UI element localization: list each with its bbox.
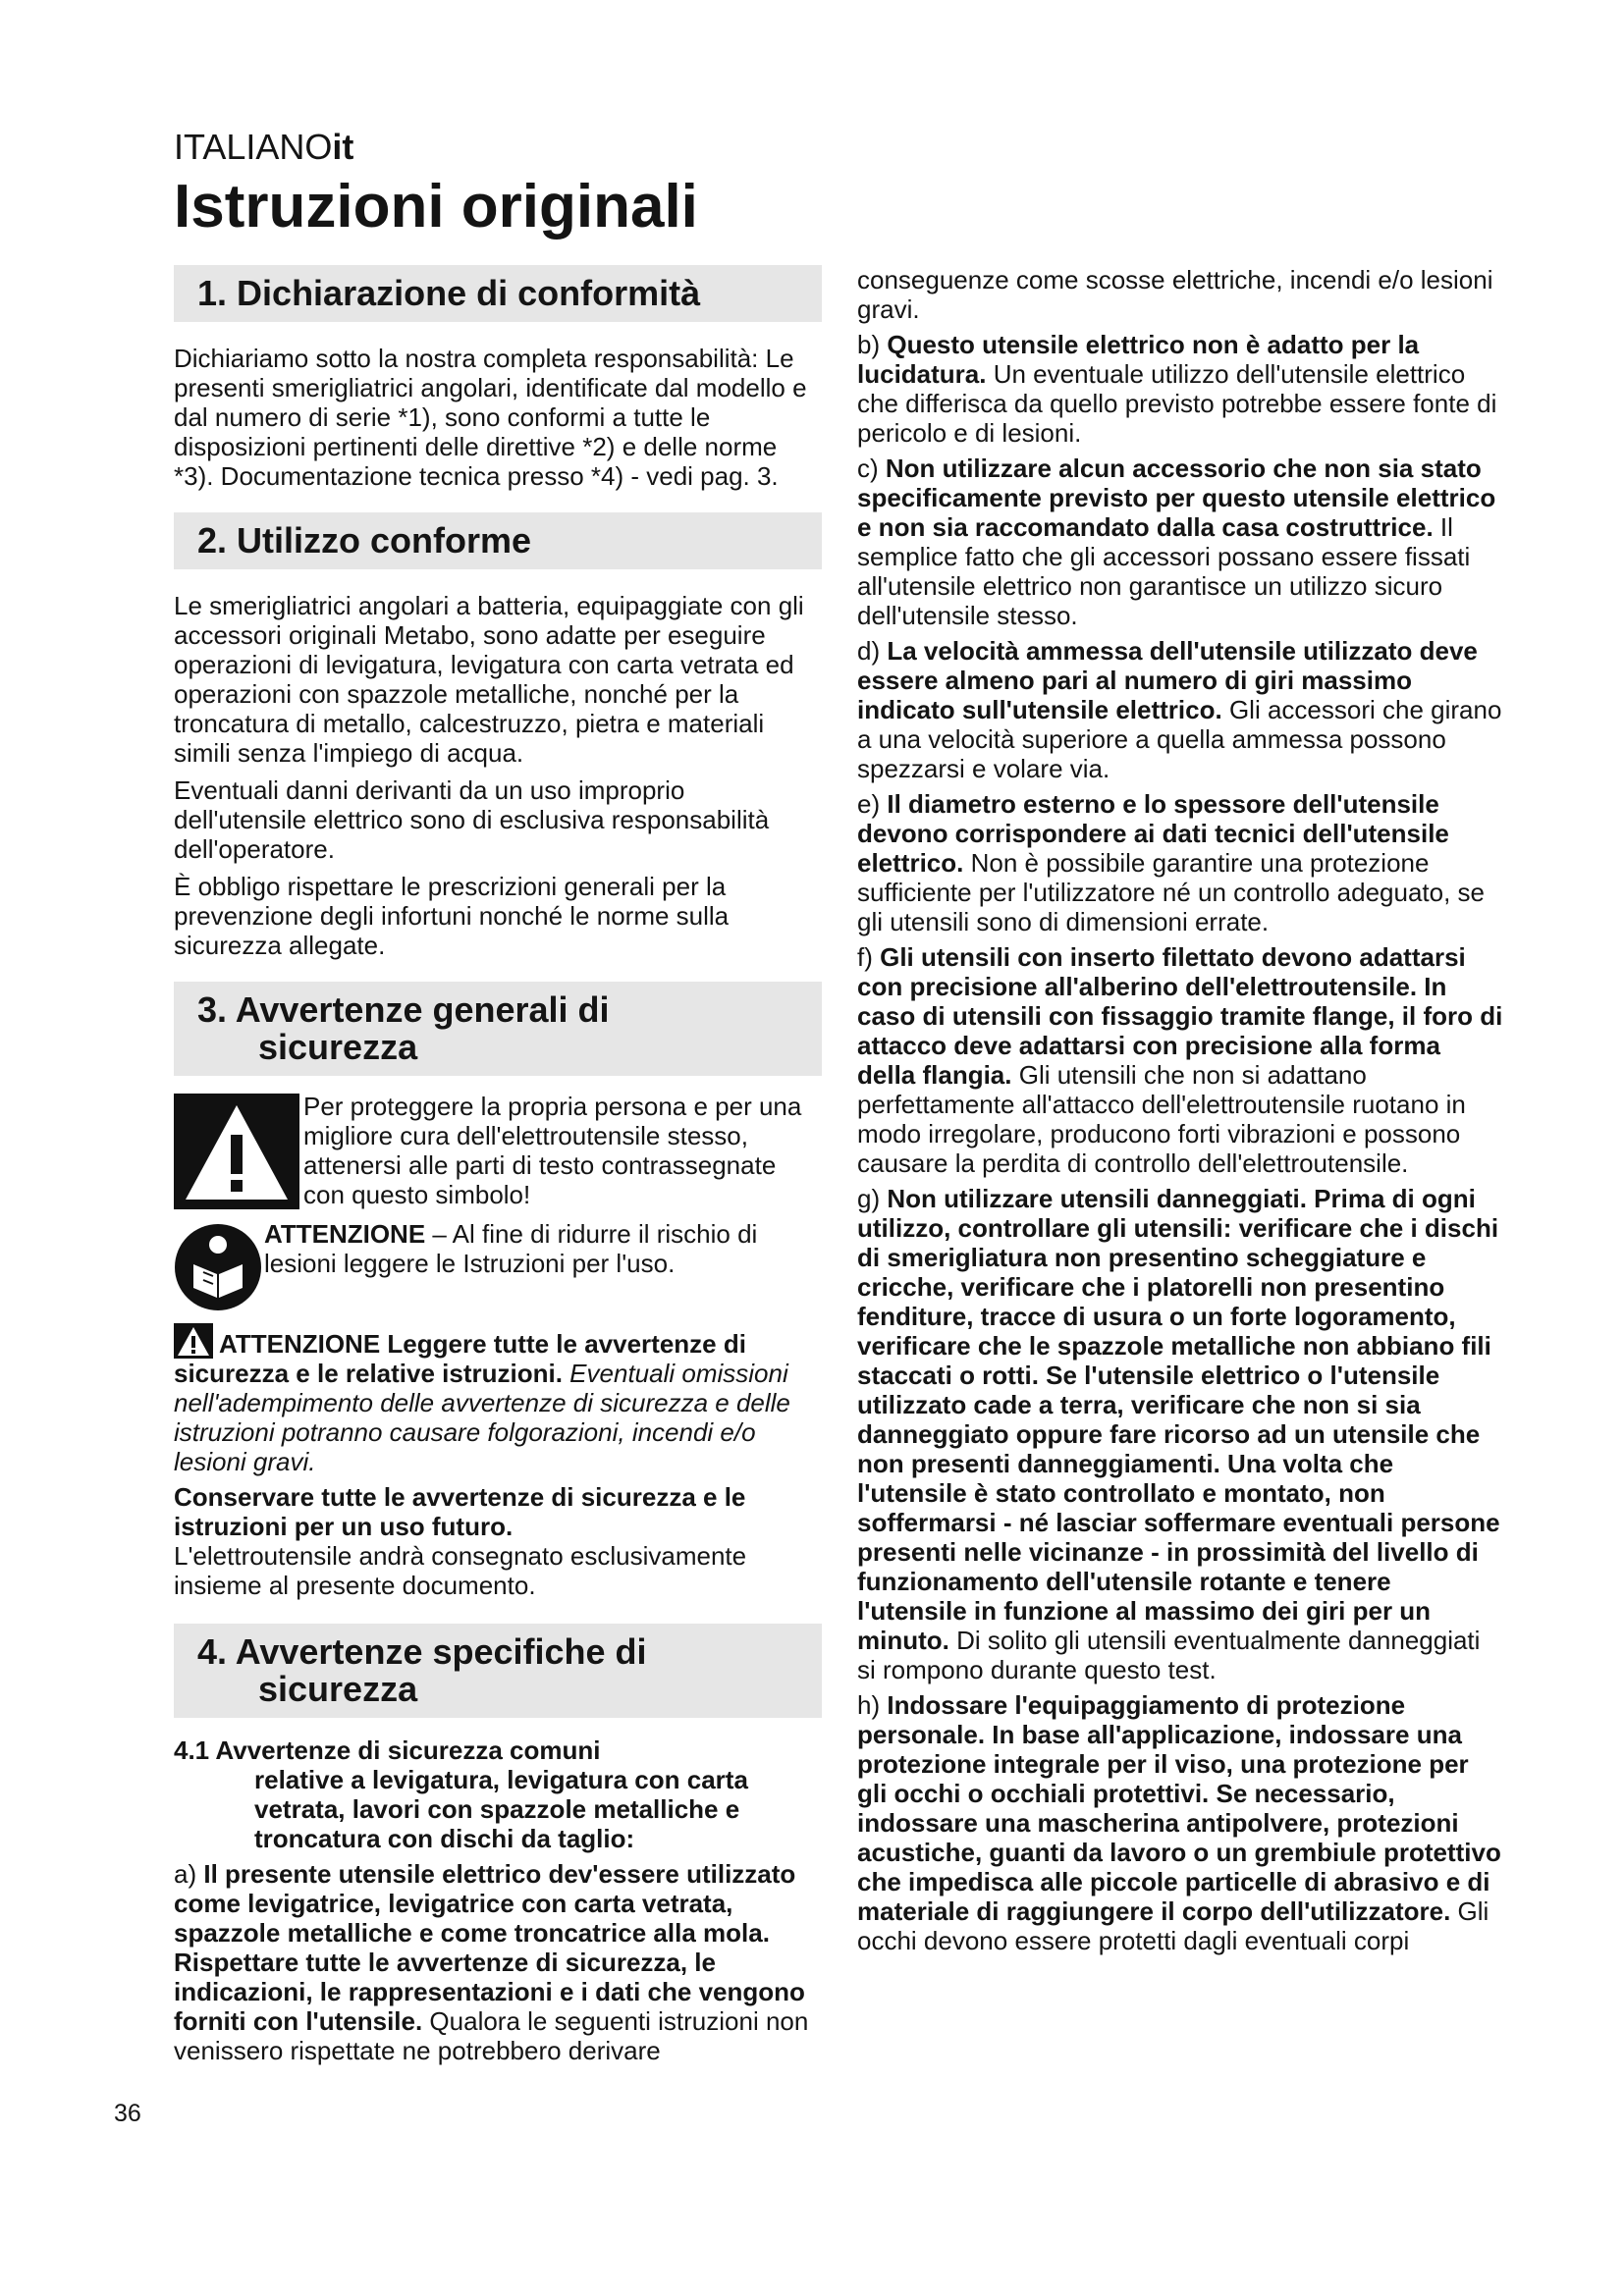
- page-number: 36: [114, 2100, 141, 2127]
- item-d-text: Gli accessori che girano a una velocità superiore a quella ammessa possono spezzarsi e volare via.: [857, 695, 1502, 783]
- item-h-paragraph: [857, 1690, 1505, 1955]
- item-c-bold: Non utilizzare alcun accessorio che non sia stato specificamente previsto per questo utensile elettrico e non sia raccomandato dalla casa costruttrice.: [857, 454, 1496, 542]
- section-heading-3: [174, 982, 822, 1076]
- language-label: [174, 128, 353, 167]
- item-f-paragraph: [857, 942, 1505, 1178]
- section-3-number: 3.: [197, 989, 228, 1030]
- item-g-paragraph: [857, 1184, 1505, 1684]
- item-d-bold: La velocità ammessa dell'utensile utilizzato deve essere almeno pari al numero di giri massimo indicato sull'utensile elettrico.: [857, 636, 1478, 724]
- item-a-paragraph: [174, 1859, 822, 2065]
- keep-warnings-bold: [174, 1482, 822, 1541]
- item-h-bold: Indossare l'equipaggiamento di protezione personale. In base all'applicazione, indossare una protezione integrale per il viso, una protezione per gli occhi o occhiali protettivi. Se necessario, indossare una mascherina antipolvere, protezioni acustiche, guanti da lavoro o un grembiule protettivo che impedisca alle piccole particelle di abrasivo e di materiale di raggiungere il corpo dell'utilizzatore.: [857, 1690, 1501, 1926]
- section-heading-1: [174, 265, 822, 322]
- attention-text: – Al fine di ridurre il rischio di lesioni leggere le Istruzioni per l'uso.: [264, 1219, 758, 1278]
- section-2-number: 2.: [197, 520, 228, 561]
- section-4-title-line2: sicurezza: [258, 1669, 418, 1709]
- section-2-title: Utilizzo conforme: [237, 520, 532, 561]
- section-3-title-line1: Avvertenze generali di: [235, 989, 610, 1030]
- language-name: ITALIANO: [174, 127, 333, 167]
- section-4-number: 4.: [197, 1631, 228, 1672]
- item-b-bold: Questo utensile elettrico non è adatto per la lucidatura.: [857, 330, 1420, 389]
- item-d-label: d): [857, 636, 881, 666]
- item-f-label: f): [857, 942, 873, 972]
- section-3-title-line2: sicurezza: [258, 1027, 418, 1067]
- item-g-label: g): [857, 1184, 881, 1213]
- item-c-text: Il semplice fatto che gli accessori possano essere fissati all'utensile elettrico non garantisce un utilizzo sicuro dell'utensile stesso.: [857, 512, 1471, 630]
- item-b-label: b): [857, 330, 881, 359]
- continued-paragraph: conseguenze come scosse elettriche, incendi e/o lesioni gravi.: [857, 265, 1493, 324]
- subsection-4-1-rest: relative a levigatura, levigatura con carta vetrata, lavori con spazzole metalliche e troncatura con dischi da taglio:: [254, 1765, 748, 1853]
- item-f-text: Gli utensili che non si adattano perfettamente all'attacco dell'elettroutensile ruotano in modo irregolare, producono forti vibrazioni e possono causare la perdita di controllo dell'elettroutensile.: [857, 1060, 1466, 1178]
- item-h-text: Gli occhi devono essere protetti dagli eventuali corpi: [857, 1896, 1489, 1955]
- item-e-label: e): [857, 789, 881, 819]
- item-h-label: h): [857, 1690, 881, 1720]
- small-warning-triangle-icon: [174, 1323, 213, 1359]
- item-e-text: Non è possibile garantire una protezione sufficiente per l'utilizzatore né un controllo adeguato, se gli utensili sono di dimensioni errate.: [857, 848, 1485, 936]
- item-a-text: Qualora le seguenti istruzioni non venissero rispettate ne potrebbero derivare: [174, 2006, 809, 2065]
- keep-document-paragraph: L'elettroutensile andrà consegnato esclusivamente insieme al presente documento.: [174, 1541, 747, 1600]
- left-column: [174, 265, 822, 2065]
- warning-symbol-note: [174, 1092, 822, 1209]
- conformity-paragraph: Dichiariamo sotto la nostra completa responsabilità: Le presenti smerigliatrici angolari, identificate dal modello e dal numero di serie *1), sono conformi a tutte le disposizioni pertinenti delle direttive *2) e delle norme *3). Documentazione tecnica presso *4) - vedi pag. 3.: [174, 344, 807, 491]
- item-b-text: Un eventuale utilizzo dell'utensile elettrico che differisca da quello previsto potrebbe essere fonte di pericolo e di lesioni.: [857, 359, 1497, 448]
- section-heading-4: [174, 1624, 822, 1718]
- subsection-4-1-line1: Avvertenze di sicurezza comuni: [215, 1735, 601, 1765]
- intended-use-paragraph: Le smerigliatrici angolari a batteria, equipaggiate con gli accessori originali Metabo, sono adatte per eseguire operazioni di levigatura, levigatura con carta vetrata ed operazioni con spazzole metalliche, nonché per la troncatura di metallo, calcestruzzo, pietra e materiali simili senza l'impiego di acqua.: [174, 591, 804, 768]
- keep-warnings-bold-text: Conservare tutte le avvertenze di sicurezza e le istruzioni per un uso futuro.: [174, 1482, 746, 1541]
- item-e-paragraph: [857, 789, 1505, 936]
- item-b-paragraph: [857, 330, 1505, 448]
- item-g-text: Di solito gli utensili eventualmente danneggiati si rompono durante questo test.: [857, 1626, 1481, 1684]
- item-f-bold: Gli utensili con inserto filettato devono adattarsi con precisione all'alberino dell'elettroutensile. In caso di utensili con fissaggio tramite flange, il foro di attacco deve adattarsi con precisione alla forma della flangia.: [857, 942, 1503, 1090]
- item-c-label: c): [857, 454, 879, 483]
- read-manual-note: [174, 1219, 822, 1311]
- warning-triangle-icon: [174, 1094, 299, 1209]
- item-a-label: a): [174, 1859, 197, 1889]
- symbol-note-text: Per proteggere la propria persona e per una migliore cura dell'elettroutensile stesso, attenersi alle parti di testo contrassegnate con questo simbolo!: [303, 1092, 802, 1209]
- section-1-title: Dichiarazione di conformità: [237, 273, 701, 313]
- read-all-warnings-bold: ATTENZIONE Leggere tutte le avvertenze di sicurezza e le relative istruzioni.: [174, 1329, 746, 1388]
- section-1-number: 1.: [197, 273, 228, 313]
- section-4-title-line1: Avvertenze specifiche di: [235, 1631, 647, 1672]
- item-e-bold: Il diametro esterno e lo spessore dell'utensile devono corrispondere ai dati tecnici dell'utensile elettrico.: [857, 789, 1449, 878]
- item-d-paragraph: [857, 636, 1505, 783]
- item-c-paragraph: [857, 454, 1505, 630]
- language-code: it: [332, 127, 354, 167]
- read-manual-icon: [174, 1223, 262, 1311]
- right-column: [857, 265, 1505, 1955]
- subsection-4-1-heading: [174, 1735, 822, 1853]
- read-all-warnings-italic: Eventuali omissioni nell'adempimento delle avvertenze di sicurezza e delle istruzioni potranno causare folgorazioni, incendi e/o lesioni gravi.: [174, 1359, 790, 1476]
- attention-note-text: [264, 1219, 822, 1278]
- read-all-warnings-paragraph: [174, 1323, 822, 1476]
- item-g-bold: Non utilizzare utensili danneggiati. Prima di ogni utilizzo, controllare gli utensili: verificare che i dischi di smerigliatura non presentino scheggiature e cricche, verificare che i platorelli non presentino fenditure, tracce di usura o un forte logoramento, verificare che le spazzole metalliche non abbiano fili staccati o rotti. Se l'utensile elettrico o l'utensile utilizzato cade a terra, verificare che non si sia danneggiato oppure fare ricorso ad un utensile che non presenti danneggiamenti. Una volta che l'utensile è stato controllato e montato, non soffermarsi - né lasciar soffermare eventuali persone presenti nelle vicinanze - in prossimità del livello di funzionamento dell'utensile rotante e tenere l'utensile in funzione al massimo dei giri per un minuto.: [857, 1184, 1500, 1655]
- item-a-bold: Il presente utensile elettrico dev'essere utilizzato come levigatrice, levigatrice con carta vetrata, spazzole metalliche e come troncatrice alla mola. Rispettare tutte le avvertenze di sicurezza, le indicazioni, le rappresentazioni e i dati che vengono forniti con l'utensile.: [174, 1859, 805, 2036]
- subsection-4-1-number: 4.1: [174, 1735, 210, 1765]
- regulations-paragraph: È obbligo rispettare le prescrizioni generali per la prevenzione degli infortuni nonché le norme sulla sicurezza allegate.: [174, 872, 730, 960]
- page-title: Istruzioni originali: [174, 173, 698, 240]
- misuse-paragraph: Eventuali danni derivanti da un uso improprio dell'utensile elettrico sono di esclusiva responsabilità dell'operatore.: [174, 775, 770, 864]
- section-heading-2: [174, 512, 822, 569]
- attention-label: ATTENZIONE: [264, 1219, 426, 1249]
